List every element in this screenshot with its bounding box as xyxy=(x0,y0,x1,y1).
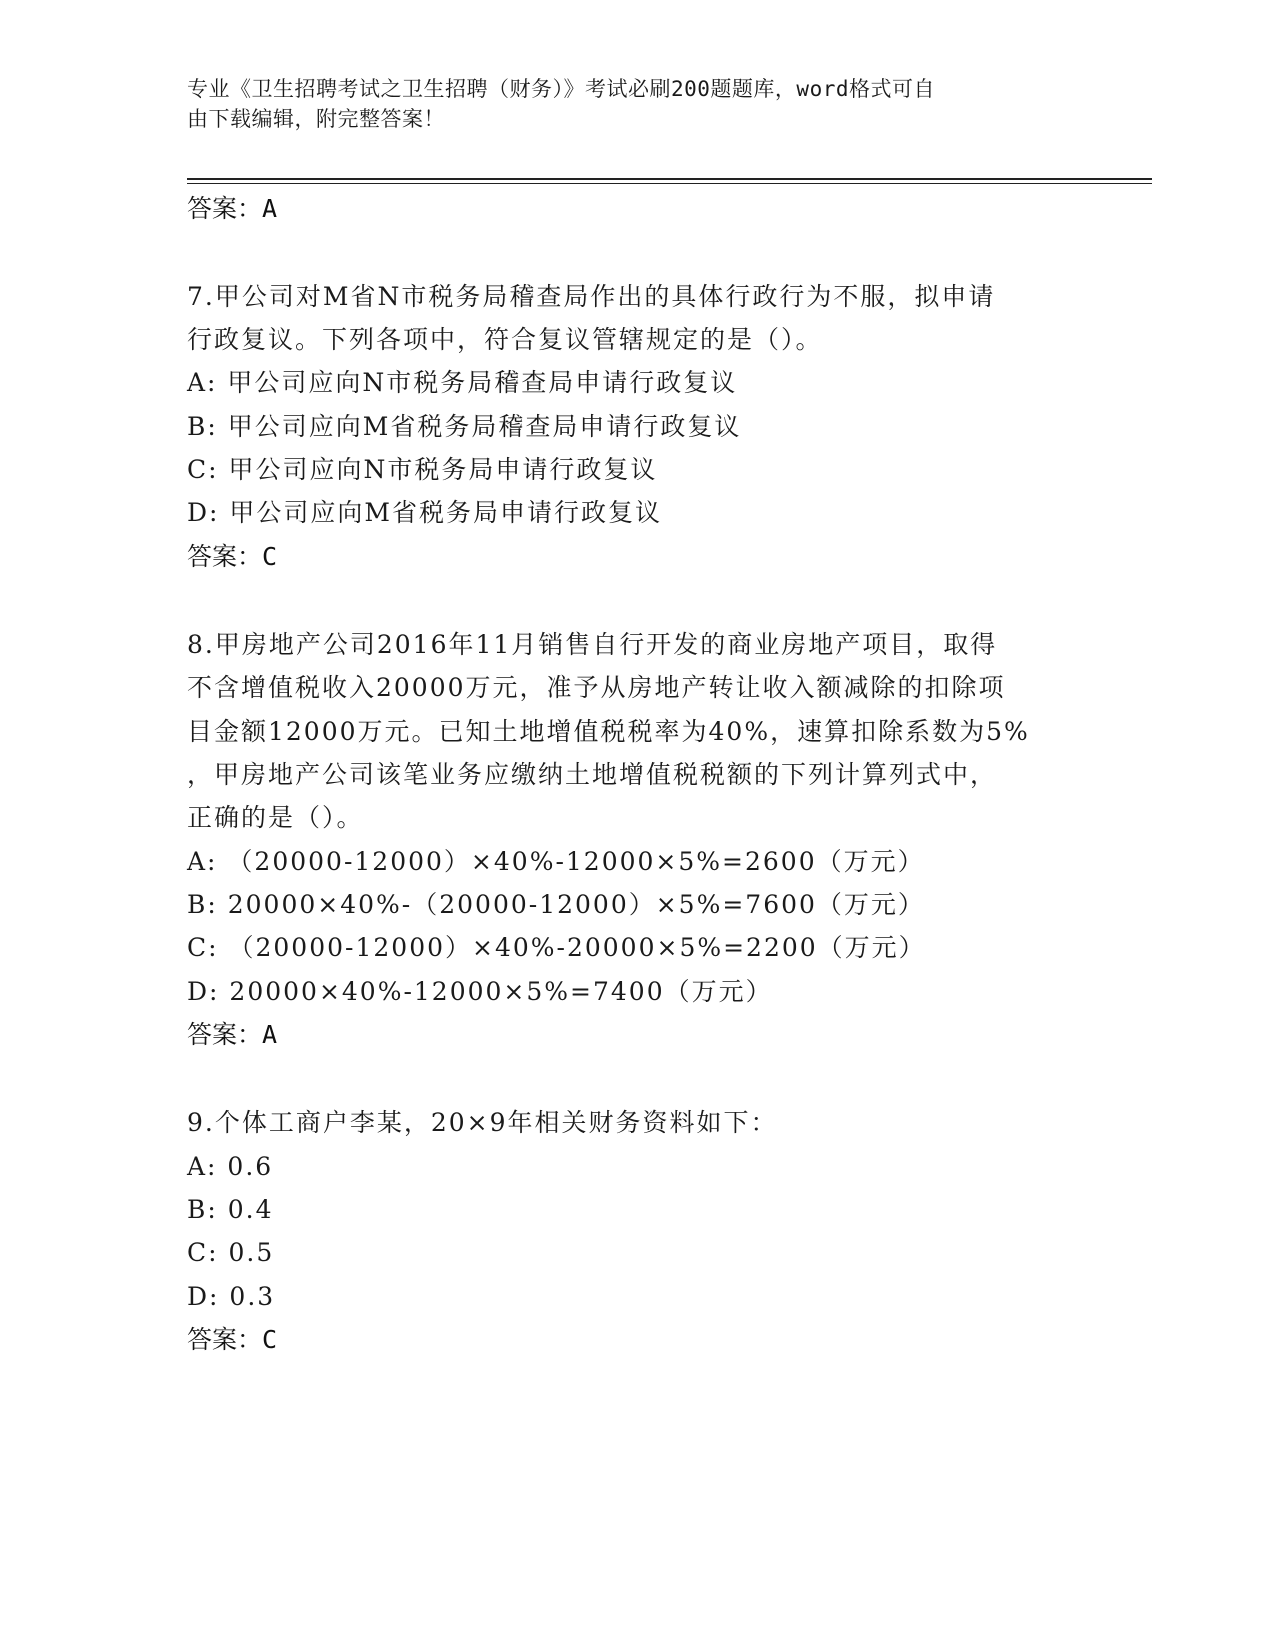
q7-answer: 答案：C xyxy=(187,542,278,571)
q8-stem-line-4: ，甲房地产公司该笔业务应缴纳土地增值税税额的下列计算列式中， xyxy=(187,760,998,789)
q8-stem-line-2: 不含增值税收入20000万元，准予从房地产转让收入额减除的扣除项 xyxy=(187,673,1006,702)
q9-option-b: B: 0.4 xyxy=(187,1195,274,1224)
q8-option-b: B: 20000×40%-（20000-12000）×5%=7600（万元） xyxy=(187,890,925,919)
header-rule-thick xyxy=(187,178,1152,180)
q9-option-a: A: 0.6 xyxy=(187,1152,274,1181)
q9-option-c: C: 0.5 xyxy=(187,1238,275,1267)
q8-stem-line-5: 正确的是（）。 xyxy=(187,803,364,832)
q8-answer: 答案：A xyxy=(187,1020,278,1049)
q9-option-d: D: 0.3 xyxy=(187,1282,276,1311)
q8-option-c: C: （20000-12000）×40%-20000×5%=2200（万元） xyxy=(187,933,926,962)
q7-option-c: C: 甲公司应向N市税务局申请行政复议 xyxy=(187,455,658,484)
header-line-1: 专业《卫生招聘考试之卫生招聘（财务）》考试必刷200题题库，word格式可自 xyxy=(187,77,935,101)
answer-previous: 答案：A xyxy=(187,194,278,223)
q8-stem-line-1: 8.甲房地产公司2016年11月销售自行开发的商业房地产项目，取得 xyxy=(187,630,998,659)
q8-option-a: A: （20000-12000）×40%-12000×5%=2600（万元） xyxy=(187,847,925,876)
q7-option-d: D: 甲公司应向M省税务局申请行政复议 xyxy=(187,498,663,527)
q8-stem-line-3: 目金额12000万元。已知土地增值税税率为40%，速算扣除系数为5% xyxy=(187,717,1030,746)
header-rule-thin xyxy=(187,183,1152,184)
q7-stem-line-2: 行政复议。下列各项中，符合复议管辖规定的是（）。 xyxy=(187,325,823,354)
q7-option-a: A: 甲公司应向N市税务局稽查局申请行政复议 xyxy=(187,368,738,397)
q9-stem-line-1: 9.个体工商户李某，20×9年相关财务资料如下： xyxy=(187,1108,778,1137)
q8-option-d: D: 20000×40%-12000×5%=7400（万元） xyxy=(187,977,773,1006)
header-line-2: 由下载编辑，附完整答案！ xyxy=(187,107,445,131)
document-header xyxy=(187,74,1067,134)
q7-stem-line-1: 7.甲公司对M省N市税务局稽查局作出的具体行政行为不服，拟申请 xyxy=(187,282,996,311)
q7-option-b: B: 甲公司应向M省税务局稽查局申请行政复议 xyxy=(187,412,742,441)
q9-answer: 答案：C xyxy=(187,1325,278,1354)
